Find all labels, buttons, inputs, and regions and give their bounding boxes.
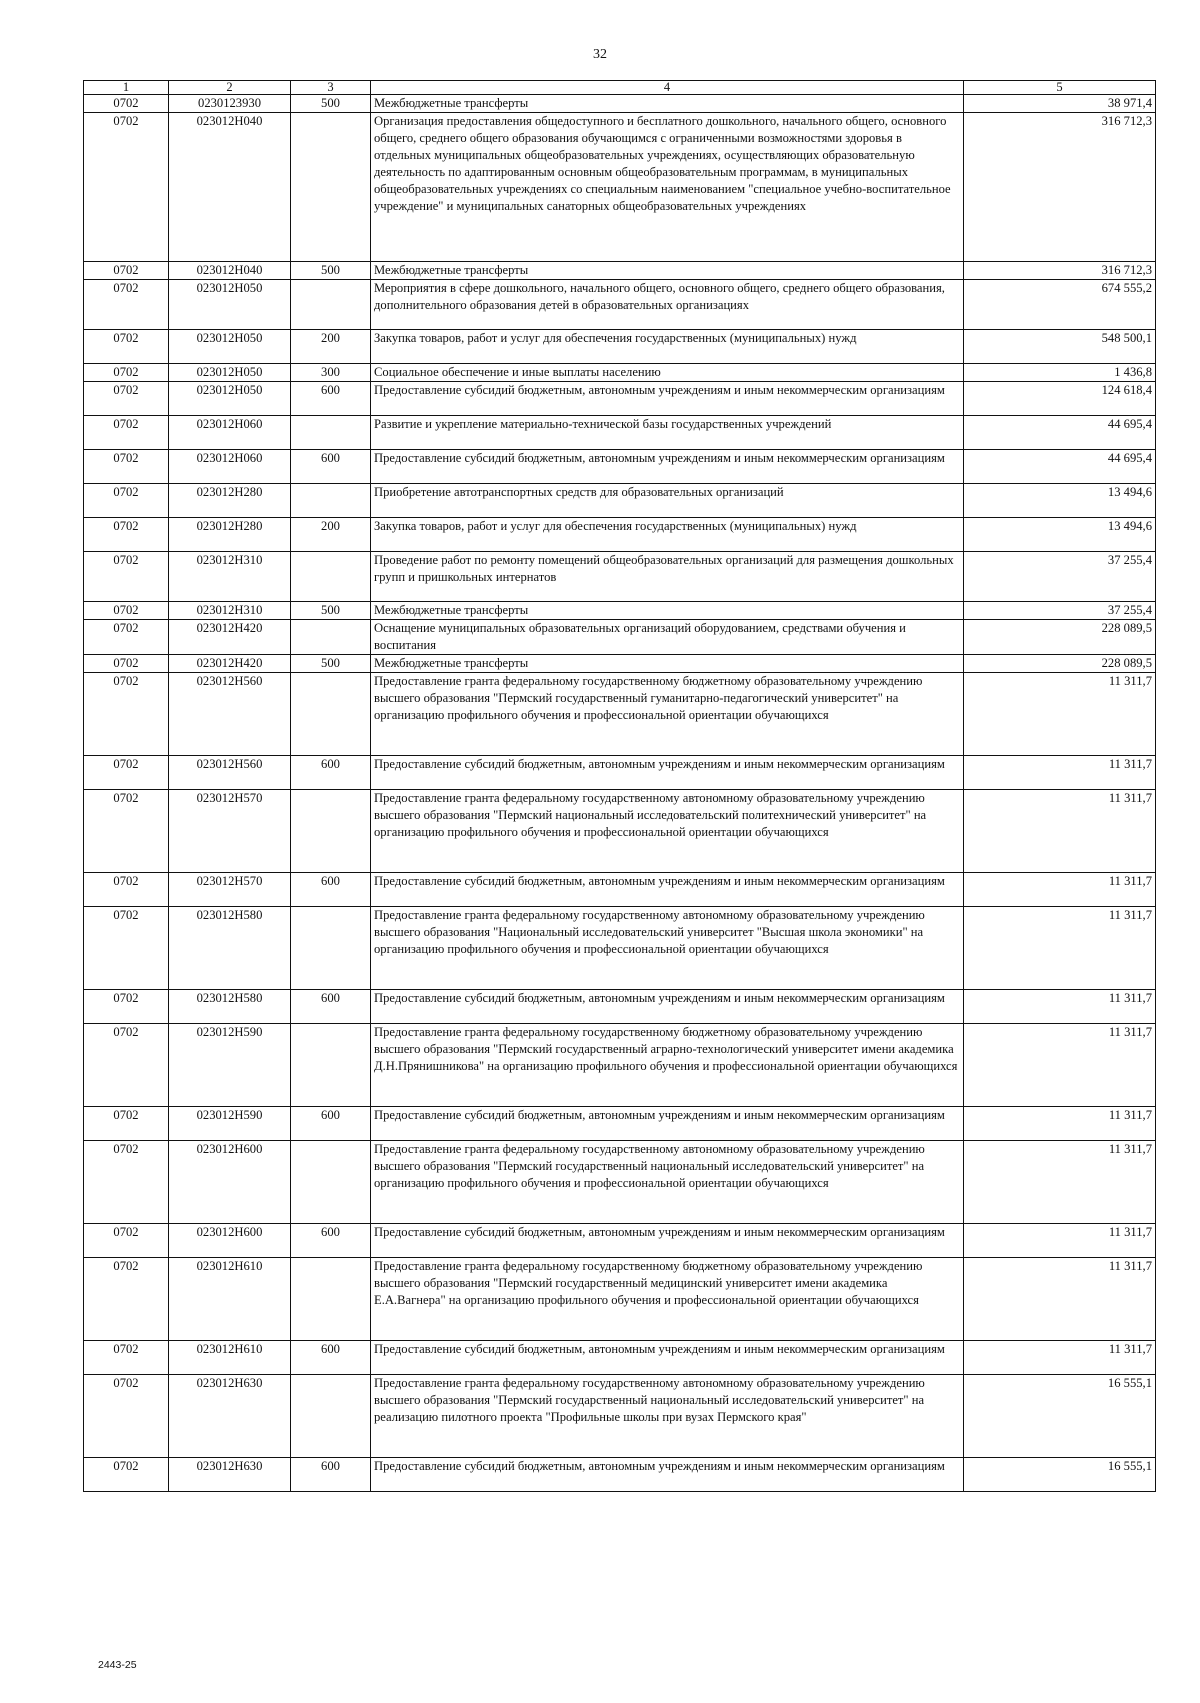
expense-type-cell <box>291 1024 371 1107</box>
description-cell: Предоставление субсидий бюджетным, автономным учреждениям и иным некоммерческим организациям <box>371 1224 964 1258</box>
description-cell: Межбюджетные трансферты <box>371 602 964 620</box>
table-row <box>84 280 1156 330</box>
table-row <box>84 450 1156 484</box>
amount-cell: 37 255,4 <box>964 602 1156 620</box>
expense-type-cell: 600 <box>291 1107 371 1141</box>
expense-type-cell <box>291 620 371 655</box>
description-cell: Предоставление гранта федеральному государственному автономному образовательному учреждению высшего образования "Национальный исследовательский университет "Высшая школа экономики" на организацию профильного обучения и профессиональной ориентации обучающихся <box>371 907 964 990</box>
target-code-cell: 023012Н600 <box>169 1141 291 1224</box>
table-row <box>84 1107 1156 1141</box>
section-code-cell: 0702 <box>84 1024 169 1107</box>
section-code-cell: 0702 <box>84 907 169 990</box>
amount-cell: 11 311,7 <box>964 1024 1156 1107</box>
description-cell: Социальное обеспечение и иные выплаты населению <box>371 364 964 382</box>
amount-cell: 44 695,4 <box>964 416 1156 450</box>
table-row <box>84 113 1156 262</box>
section-code-cell: 0702 <box>84 95 169 113</box>
expense-type-cell: 600 <box>291 1341 371 1375</box>
amount-cell: 11 311,7 <box>964 1341 1156 1375</box>
table-row <box>84 95 1156 113</box>
description-cell: Закупка товаров, работ и услуг для обеспечения государственных (муниципальных) нужд <box>371 518 964 552</box>
table-row <box>84 790 1156 873</box>
table-row <box>84 990 1156 1024</box>
expense-type-cell: 600 <box>291 450 371 484</box>
expense-type-cell <box>291 280 371 330</box>
table-row <box>84 262 1156 280</box>
description-cell: Предоставление гранта федеральному государственному бюджетному образовательному учреждению высшего образования "Пермский государственный гуманитарно-педагогический университет" на организацию профильного обучения и профессиональной ориентации обучающихся <box>371 673 964 756</box>
table-row <box>84 1458 1156 1492</box>
amount-cell: 11 311,7 <box>964 907 1156 990</box>
section-code-cell: 0702 <box>84 756 169 790</box>
expense-type-cell: 500 <box>291 95 371 113</box>
description-cell: Предоставление гранта федеральному государственному бюджетному образовательному учреждению высшего образования "Пермский государственный медицинский университет имени академика Е.А.Вагнера" на организацию профильного обучения и профессиональной ориентации обучающихся <box>371 1258 964 1341</box>
expense-type-cell: 600 <box>291 873 371 907</box>
target-code-cell: 023012Н630 <box>169 1458 291 1492</box>
table-row <box>84 330 1156 364</box>
target-code-cell: 023012Н570 <box>169 790 291 873</box>
target-code-cell: 023012Н050 <box>169 382 291 416</box>
amount-cell: 44 695,4 <box>964 450 1156 484</box>
section-code-cell: 0702 <box>84 655 169 673</box>
table-row <box>84 756 1156 790</box>
amount-cell: 11 311,7 <box>964 1224 1156 1258</box>
description-cell: Предоставление субсидий бюджетным, автономным учреждениям и иным некоммерческим организациям <box>371 1458 964 1492</box>
expense-type-cell <box>291 673 371 756</box>
description-cell: Оснащение муниципальных образовательных организаций оборудованием, средствами обучения и воспитания <box>371 620 964 655</box>
table-row <box>84 484 1156 518</box>
description-cell: Предоставление субсидий бюджетным, автономным учреждениям и иным некоммерческим организациям <box>371 450 964 484</box>
amount-cell: 16 555,1 <box>964 1458 1156 1492</box>
amount-cell: 228 089,5 <box>964 655 1156 673</box>
section-code-cell: 0702 <box>84 1107 169 1141</box>
target-code-cell: 023012Н050 <box>169 280 291 330</box>
column-header-2: 2 <box>169 81 291 95</box>
target-code-cell: 023012Н060 <box>169 416 291 450</box>
target-code-cell: 023012Н610 <box>169 1258 291 1341</box>
table-row <box>84 1224 1156 1258</box>
table-row <box>84 1024 1156 1107</box>
description-cell: Проведение работ по ремонту помещений общеобразовательных организаций для размещения дошкольных групп и пришкольных интернатов <box>371 552 964 602</box>
description-cell: Предоставление субсидий бюджетным, автономным учреждениям и иным некоммерческим организациям <box>371 1107 964 1141</box>
amount-cell: 11 311,7 <box>964 1107 1156 1141</box>
target-code-cell: 023012Н280 <box>169 484 291 518</box>
expense-type-cell <box>291 552 371 602</box>
section-code-cell: 0702 <box>84 484 169 518</box>
table-body <box>84 95 1156 1492</box>
target-code-cell: 023012Н560 <box>169 756 291 790</box>
amount-cell: 11 311,7 <box>964 873 1156 907</box>
description-cell: Предоставление субсидий бюджетным, автономным учреждениям и иным некоммерческим организациям <box>371 1341 964 1375</box>
section-code-cell: 0702 <box>84 364 169 382</box>
target-code-cell: 023012Н590 <box>169 1107 291 1141</box>
expense-type-cell <box>291 416 371 450</box>
section-code-cell: 0702 <box>84 1375 169 1458</box>
description-cell: Межбюджетные трансферты <box>371 655 964 673</box>
section-code-cell: 0702 <box>84 518 169 552</box>
description-cell: Предоставление субсидий бюджетным, автономным учреждениям и иным некоммерческим организациям <box>371 990 964 1024</box>
target-code-cell: 023012Н060 <box>169 450 291 484</box>
expense-type-cell <box>291 790 371 873</box>
amount-cell: 548 500,1 <box>964 330 1156 364</box>
table-row <box>84 1258 1156 1341</box>
target-code-cell: 023012Н420 <box>169 620 291 655</box>
section-code-cell: 0702 <box>84 113 169 262</box>
amount-cell: 37 255,4 <box>964 552 1156 602</box>
expense-type-cell: 600 <box>291 1224 371 1258</box>
table-row <box>84 907 1156 990</box>
section-code-cell: 0702 <box>84 1141 169 1224</box>
description-cell: Мероприятия в сфере дошкольного, начального общего, основного общего, среднего общего образования, дополнительного образования детей в образовательных организациях <box>371 280 964 330</box>
header-row <box>84 81 1156 95</box>
target-code-cell: 023012Н590 <box>169 1024 291 1107</box>
section-code-cell: 0702 <box>84 602 169 620</box>
section-code-cell: 0702 <box>84 1224 169 1258</box>
column-header-4: 4 <box>371 81 964 95</box>
expense-type-cell <box>291 1141 371 1224</box>
target-code-cell: 023012Н050 <box>169 364 291 382</box>
section-code-cell: 0702 <box>84 673 169 756</box>
column-header-3: 3 <box>291 81 371 95</box>
description-cell: Предоставление гранта федеральному государственному автономному образовательному учреждению высшего образования "Пермский государственный национальный исследовательский университет" на реализацию пилотного проекта "Профильные школы при вузах Пермского края" <box>371 1375 964 1458</box>
description-cell: Межбюджетные трансферты <box>371 95 964 113</box>
amount-cell: 674 555,2 <box>964 280 1156 330</box>
section-code-cell: 0702 <box>84 382 169 416</box>
target-code-cell: 023012Н630 <box>169 1375 291 1458</box>
amount-cell: 11 311,7 <box>964 1258 1156 1341</box>
table-row <box>84 1375 1156 1458</box>
section-code-cell: 0702 <box>84 873 169 907</box>
description-cell: Межбюджетные трансферты <box>371 262 964 280</box>
target-code-cell: 023012Н050 <box>169 330 291 364</box>
target-code-cell: 023012Н610 <box>169 1341 291 1375</box>
amount-cell: 11 311,7 <box>964 756 1156 790</box>
section-code-cell: 0702 <box>84 790 169 873</box>
section-code-cell: 0702 <box>84 280 169 330</box>
expense-type-cell <box>291 1258 371 1341</box>
expense-type-cell <box>291 1375 371 1458</box>
expense-type-cell: 200 <box>291 518 371 552</box>
expense-type-cell: 300 <box>291 364 371 382</box>
amount-cell: 13 494,6 <box>964 518 1156 552</box>
expense-type-cell: 500 <box>291 602 371 620</box>
table-row <box>84 552 1156 602</box>
description-cell: Предоставление субсидий бюджетным, автономным учреждениям и иным некоммерческим организациям <box>371 382 964 416</box>
amount-cell: 13 494,6 <box>964 484 1156 518</box>
amount-cell: 38 971,4 <box>964 95 1156 113</box>
budget-table <box>83 80 1156 1492</box>
expense-type-cell: 600 <box>291 990 371 1024</box>
section-code-cell: 0702 <box>84 1341 169 1375</box>
expense-type-cell <box>291 484 371 518</box>
amount-cell: 316 712,3 <box>964 113 1156 262</box>
table-row <box>84 518 1156 552</box>
amount-cell: 1 436,8 <box>964 364 1156 382</box>
expense-type-cell: 500 <box>291 655 371 673</box>
target-code-cell: 0230123930 <box>169 95 291 113</box>
table-row <box>84 382 1156 416</box>
section-code-cell: 0702 <box>84 990 169 1024</box>
section-code-cell: 0702 <box>84 450 169 484</box>
amount-cell: 11 311,7 <box>964 1141 1156 1224</box>
expense-type-cell: 600 <box>291 1458 371 1492</box>
expense-type-cell <box>291 907 371 990</box>
description-cell: Предоставление субсидий бюджетным, автономным учреждениям и иным некоммерческим организациям <box>371 756 964 790</box>
description-cell: Приобретение автотранспортных средств для образовательных организаций <box>371 484 964 518</box>
expense-type-cell: 600 <box>291 382 371 416</box>
description-cell: Организация предоставления общедоступного и бесплатного дошкольного, начального общего, основного общего, среднего общего образования обучающимся с ограниченными возможностями здоровья в отдельных муниципальных общеобразовательных учреждениях, осуществляющих образовательную деятельность по адаптированным основным общеобразовательным программам, в муниципальных общеобразовательных учреждениях со специальным наименованием "специальное учебно-воспитательное учреждение" и муниципальных санаторных общеобразовательных учреждениях <box>371 113 964 262</box>
section-code-cell: 0702 <box>84 416 169 450</box>
description-cell: Развитие и укрепление материально-технической базы государственных учреждений <box>371 416 964 450</box>
target-code-cell: 023012Н580 <box>169 990 291 1024</box>
footer-document-code: 2443-25 <box>98 1659 137 1671</box>
page-number: 32 <box>593 47 607 62</box>
amount-cell: 228 089,5 <box>964 620 1156 655</box>
target-code-cell: 023012Н310 <box>169 552 291 602</box>
target-code-cell: 023012Н560 <box>169 673 291 756</box>
amount-cell: 11 311,7 <box>964 790 1156 873</box>
section-code-cell: 0702 <box>84 1258 169 1341</box>
section-code-cell: 0702 <box>84 552 169 602</box>
table-row <box>84 602 1156 620</box>
section-code-cell: 0702 <box>84 620 169 655</box>
amount-cell: 11 311,7 <box>964 990 1156 1024</box>
target-code-cell: 023012Н570 <box>169 873 291 907</box>
expense-type-cell: 200 <box>291 330 371 364</box>
description-cell: Закупка товаров, работ и услуг для обеспечения государственных (муниципальных) нужд <box>371 330 964 364</box>
expense-type-cell: 600 <box>291 756 371 790</box>
expense-type-cell: 500 <box>291 262 371 280</box>
target-code-cell: 023012Н420 <box>169 655 291 673</box>
table-row <box>84 1341 1156 1375</box>
column-header-1: 1 <box>84 81 169 95</box>
section-code-cell: 0702 <box>84 330 169 364</box>
column-header-5: 5 <box>964 81 1156 95</box>
table-row <box>84 1141 1156 1224</box>
table-row <box>84 620 1156 655</box>
target-code-cell: 023012Н600 <box>169 1224 291 1258</box>
table-row <box>84 416 1156 450</box>
description-cell: Предоставление гранта федеральному государственному бюджетному образовательному учреждению высшего образования "Пермский государственный аграрно-технологический университет имени академика Д.Н.Прянишникова" на организацию профильного обучения и профессиональной ориентации обучающихся <box>371 1024 964 1107</box>
target-code-cell: 023012Н580 <box>169 907 291 990</box>
target-code-cell: 023012Н040 <box>169 113 291 262</box>
target-code-cell: 023012Н040 <box>169 262 291 280</box>
target-code-cell: 023012Н280 <box>169 518 291 552</box>
expense-type-cell <box>291 113 371 262</box>
section-code-cell: 0702 <box>84 1458 169 1492</box>
table-row <box>84 673 1156 756</box>
table-row <box>84 873 1156 907</box>
amount-cell: 316 712,3 <box>964 262 1156 280</box>
amount-cell: 124 618,4 <box>964 382 1156 416</box>
amount-cell: 11 311,7 <box>964 673 1156 756</box>
description-cell: Предоставление гранта федеральному государственному автономному образовательному учреждению высшего образования "Пермский национальный исследовательский политехнический университет" на организацию профильного обучения и профессиональной ориентации обучающихся <box>371 790 964 873</box>
section-code-cell: 0702 <box>84 262 169 280</box>
description-cell: Предоставление субсидий бюджетным, автономным учреждениям и иным некоммерческим организациям <box>371 873 964 907</box>
table-row <box>84 655 1156 673</box>
table-row <box>84 364 1156 382</box>
amount-cell: 16 555,1 <box>964 1375 1156 1458</box>
target-code-cell: 023012Н310 <box>169 602 291 620</box>
description-cell: Предоставление гранта федеральному государственному автономному образовательному учреждению высшего образования "Пермский государственный национальный исследовательский университет" на организацию профильного обучения и профессиональной ориентации обучающихся <box>371 1141 964 1224</box>
